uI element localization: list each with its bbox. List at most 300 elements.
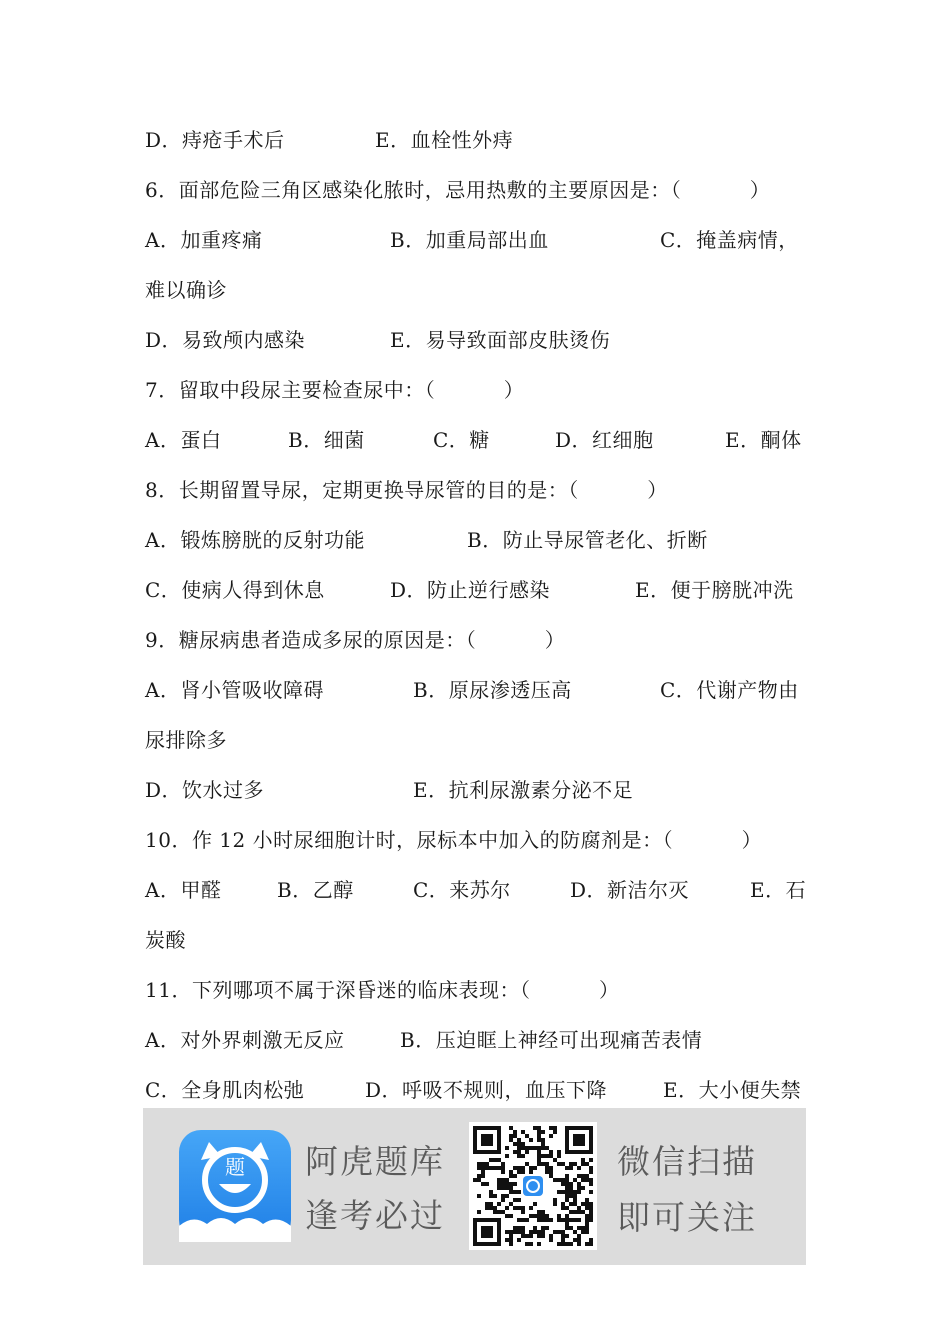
qr-module xyxy=(549,1134,553,1138)
qr-module xyxy=(505,1238,509,1242)
qr-module xyxy=(573,1162,577,1166)
qr-module xyxy=(529,1146,533,1150)
text-segment: D．痔疮手术后 xyxy=(145,128,285,152)
qr-module xyxy=(577,1218,581,1222)
qr-module xyxy=(573,1230,577,1234)
qr-module xyxy=(505,1146,509,1150)
qr-module xyxy=(581,1186,585,1190)
qr-module xyxy=(549,1126,553,1130)
qr-module xyxy=(537,1138,541,1142)
qr-module xyxy=(497,1186,501,1190)
qr-module xyxy=(549,1166,553,1170)
promo-banner xyxy=(143,1108,806,1265)
qr-module xyxy=(501,1166,505,1170)
qr-module xyxy=(577,1206,581,1210)
text-segment: 7．留取中段尿主要检查尿中：（ ） xyxy=(145,378,525,402)
qr-module xyxy=(517,1226,521,1230)
qr-module xyxy=(521,1218,525,1222)
qr-module xyxy=(577,1234,581,1238)
text-segment: 10．作 12 小时尿细胞计时，尿标本中加入的防腐剂是：（ ） xyxy=(145,828,763,852)
qr-module xyxy=(513,1150,517,1154)
qr-module xyxy=(529,1166,533,1170)
qr-module xyxy=(497,1178,501,1182)
qr-module xyxy=(521,1146,525,1150)
qr-module xyxy=(509,1186,513,1190)
qr-module xyxy=(525,1234,529,1238)
qr-module xyxy=(573,1202,577,1206)
qr-module xyxy=(553,1202,557,1206)
qr-module xyxy=(581,1158,585,1162)
qr-module xyxy=(565,1194,569,1198)
qr-module xyxy=(573,1190,577,1194)
qr-module xyxy=(493,1166,497,1170)
qr-module xyxy=(577,1238,581,1242)
qr-module xyxy=(565,1218,569,1222)
qr-module xyxy=(565,1242,569,1246)
qr-module xyxy=(565,1190,569,1194)
qr-module xyxy=(565,1226,569,1230)
qr-module xyxy=(489,1158,493,1162)
qr-module xyxy=(553,1130,557,1134)
qr-module xyxy=(501,1162,505,1166)
qr-module xyxy=(545,1226,549,1230)
qr-module xyxy=(525,1146,529,1150)
qr-module xyxy=(509,1238,513,1242)
qr-module xyxy=(477,1178,481,1182)
text-segment: 尿排除多 xyxy=(145,728,227,752)
qr-module xyxy=(485,1162,489,1166)
qr-module xyxy=(565,1178,569,1182)
qr-module xyxy=(589,1218,593,1222)
qr-module xyxy=(513,1166,517,1170)
qr-module xyxy=(473,1178,477,1182)
qr-module xyxy=(521,1170,525,1174)
qr-module xyxy=(569,1226,573,1230)
qr-module xyxy=(585,1230,589,1234)
qr-module xyxy=(557,1214,561,1218)
qr-module xyxy=(569,1166,573,1170)
text-segment: E．大小便失禁 xyxy=(663,1078,802,1102)
text-segment: E．酮体 xyxy=(725,428,802,452)
qr-module xyxy=(529,1230,533,1234)
qr-module xyxy=(585,1162,589,1166)
qr-module xyxy=(497,1182,501,1186)
qr-module xyxy=(581,1202,585,1206)
qr-module xyxy=(585,1206,589,1210)
qr-module xyxy=(549,1238,553,1242)
qr-module xyxy=(553,1158,557,1162)
qr-module xyxy=(493,1210,497,1214)
qr-module xyxy=(489,1166,493,1170)
qr-module xyxy=(509,1174,513,1178)
text-segment: E．血栓性外痔 xyxy=(375,128,514,152)
text-segment: 难以确诊 xyxy=(145,278,227,302)
qr-module xyxy=(537,1126,541,1130)
brand-slogan: 逢考必过 xyxy=(305,1196,445,1235)
qr-module xyxy=(545,1154,549,1158)
qr-module xyxy=(517,1150,521,1154)
qr-module xyxy=(513,1182,517,1186)
text-segment: D．红细胞 xyxy=(555,428,654,452)
qr-module xyxy=(589,1202,593,1206)
text-segment: B．细菌 xyxy=(288,428,365,452)
qr-module xyxy=(525,1134,529,1138)
qr-module xyxy=(517,1170,521,1174)
qr-module xyxy=(553,1230,557,1234)
qr-module xyxy=(565,1234,569,1238)
qr-module xyxy=(509,1138,513,1142)
qr-module xyxy=(521,1230,525,1234)
qr-module xyxy=(541,1234,545,1238)
text-segment: A．锻炼膀胱的反射功能 xyxy=(145,528,365,552)
qr-module xyxy=(577,1210,581,1214)
qr-module xyxy=(541,1162,545,1166)
qr-module xyxy=(585,1202,589,1206)
qr-module xyxy=(521,1130,525,1134)
qr-module xyxy=(509,1230,513,1234)
qr-module xyxy=(505,1230,509,1234)
qr-module xyxy=(565,1182,569,1186)
qr-module xyxy=(549,1170,553,1174)
qr-module xyxy=(529,1214,533,1218)
qr-module xyxy=(589,1190,593,1194)
qr-module xyxy=(477,1210,481,1214)
qr-module xyxy=(565,1186,569,1190)
qr-module xyxy=(557,1178,561,1182)
qr-module xyxy=(549,1174,553,1178)
qr-module xyxy=(569,1182,573,1186)
qr-module xyxy=(513,1174,517,1178)
qr-module xyxy=(569,1186,573,1190)
qr-module xyxy=(509,1214,513,1218)
qr-module xyxy=(561,1190,565,1194)
qr-module xyxy=(493,1206,497,1210)
qr-module xyxy=(501,1182,505,1186)
qr-module xyxy=(481,1162,485,1166)
text-segment: E．石 xyxy=(750,878,807,902)
qr-module xyxy=(489,1190,493,1194)
text-segment: D．饮水过多 xyxy=(145,778,265,802)
qr-module xyxy=(561,1218,565,1222)
qr-module xyxy=(497,1210,501,1214)
qr-module xyxy=(481,1170,485,1174)
qr-module xyxy=(533,1226,537,1230)
qr-module xyxy=(509,1234,513,1238)
cta-scan: 微信扫描 xyxy=(617,1142,757,1181)
qr-module xyxy=(521,1210,525,1214)
text-segment: D．易致颅内感染 xyxy=(145,328,306,352)
qr-module xyxy=(509,1242,513,1246)
qr-module xyxy=(569,1210,573,1214)
text-segment: A．甲醛 xyxy=(145,878,222,902)
qr-module xyxy=(549,1218,553,1222)
qr-module xyxy=(517,1154,521,1158)
text-segment: B．原尿渗透压高 xyxy=(413,678,572,702)
qr-module xyxy=(577,1174,581,1178)
qr-module xyxy=(577,1242,581,1246)
text-segment: D．呼吸不规则，血压下降 xyxy=(365,1078,608,1102)
qr-module xyxy=(513,1130,517,1134)
qr-module xyxy=(581,1178,585,1182)
qr-module xyxy=(553,1198,557,1202)
qr-module xyxy=(517,1138,521,1142)
qr-module xyxy=(545,1214,549,1218)
qr-module xyxy=(537,1242,541,1246)
qr-module xyxy=(573,1238,577,1242)
qr-module xyxy=(557,1230,561,1234)
qr-module xyxy=(533,1214,537,1218)
qr-module xyxy=(529,1206,533,1210)
qr-module xyxy=(533,1202,537,1206)
text-segment: E．易导致面部皮肤烫伤 xyxy=(390,328,611,352)
qr-module xyxy=(553,1178,557,1182)
qr-module xyxy=(477,1174,481,1178)
text-segment: B．防止导尿管老化、折断 xyxy=(467,528,708,552)
qr-module xyxy=(561,1178,565,1182)
text-segment: C．全身肌肉松弛 xyxy=(145,1078,305,1102)
qr-module xyxy=(557,1218,561,1222)
qr-module xyxy=(585,1218,589,1222)
qr-module xyxy=(589,1158,593,1162)
qr-module xyxy=(561,1202,565,1206)
qr-module xyxy=(537,1158,541,1162)
qr-module xyxy=(537,1134,541,1138)
qr-module xyxy=(581,1162,585,1166)
qr-module xyxy=(497,1166,501,1170)
text-segment: D．防止逆行感染 xyxy=(390,578,551,602)
qr-module xyxy=(589,1170,593,1174)
text-segment: A．蛋白 xyxy=(145,428,222,452)
text-segment: D．新洁尔灭 xyxy=(570,878,690,902)
qr-module xyxy=(565,1198,569,1202)
qr-module xyxy=(489,1206,493,1210)
qr-module xyxy=(509,1134,513,1138)
qr-module xyxy=(565,1214,569,1218)
qr-module xyxy=(565,1222,569,1226)
qr-module xyxy=(537,1218,541,1222)
qr-module xyxy=(549,1150,553,1154)
text-segment: 6．面部危险三角区感染化脓时，忌用热敷的主要原因是：（ ） xyxy=(145,178,771,202)
qr-module xyxy=(541,1226,545,1230)
qr-module xyxy=(513,1190,517,1194)
qr-module xyxy=(529,1170,533,1174)
qr-module xyxy=(517,1142,521,1146)
qr-module xyxy=(561,1234,565,1238)
qr-module xyxy=(569,1194,573,1198)
qr-module xyxy=(533,1126,537,1130)
qr-module xyxy=(501,1170,505,1174)
qr-module xyxy=(521,1234,525,1238)
qr-module xyxy=(505,1178,509,1182)
qr-module xyxy=(525,1218,529,1222)
qr-module xyxy=(485,1166,489,1170)
qr-module xyxy=(477,1166,481,1170)
qr-module xyxy=(545,1170,549,1174)
qr-module xyxy=(481,1182,485,1186)
qr-module xyxy=(481,1174,485,1178)
qr-module xyxy=(501,1210,505,1214)
qr-module xyxy=(545,1218,549,1222)
qr-module xyxy=(513,1198,517,1202)
text-segment: A．肾小管吸收障碍 xyxy=(145,678,324,702)
qr-module xyxy=(581,1174,585,1178)
qr-module xyxy=(501,1186,505,1190)
qr-module xyxy=(561,1182,565,1186)
qr-module xyxy=(541,1214,545,1218)
qr-module xyxy=(509,1126,513,1130)
qr-module xyxy=(497,1202,501,1206)
qr-module xyxy=(477,1162,481,1166)
qr-module xyxy=(505,1186,509,1190)
qr-module xyxy=(513,1206,517,1210)
qr-module xyxy=(521,1166,525,1170)
qr-module xyxy=(505,1182,509,1186)
qr-module xyxy=(505,1194,509,1198)
qr-module xyxy=(589,1206,593,1210)
qr-module xyxy=(569,1190,573,1194)
qr-module xyxy=(553,1126,557,1130)
text-segment: C．代谢产物由 xyxy=(660,678,799,702)
qr-module xyxy=(573,1218,577,1222)
qr-module xyxy=(589,1166,593,1170)
qr-module xyxy=(505,1214,509,1218)
qr-module xyxy=(485,1202,489,1206)
qr-module xyxy=(517,1230,521,1234)
qr-module xyxy=(505,1206,509,1210)
qr-module xyxy=(565,1174,569,1178)
qr-module xyxy=(549,1154,553,1158)
qr-module xyxy=(585,1198,589,1202)
qr-module xyxy=(561,1230,565,1234)
text-segment: B．乙醇 xyxy=(277,878,354,902)
qr-module xyxy=(585,1214,589,1218)
qr-module xyxy=(537,1162,541,1166)
qr-module xyxy=(577,1166,581,1170)
qr-module xyxy=(501,1178,505,1182)
text-segment: E．抗利尿激素分泌不足 xyxy=(413,778,634,802)
text-segment: 8．长期留置导尿，定期更换导尿管的目的是：（ ） xyxy=(145,478,668,502)
qr-module xyxy=(509,1190,513,1194)
brand-name: 阿虎题库 xyxy=(305,1142,445,1181)
qr-module xyxy=(485,1182,489,1186)
qr-module xyxy=(489,1202,493,1206)
qr-module xyxy=(501,1198,505,1202)
qr-module xyxy=(541,1230,545,1234)
qr-module xyxy=(577,1226,581,1230)
qr-module xyxy=(509,1170,513,1174)
qr-module xyxy=(513,1134,517,1138)
qr-module xyxy=(541,1210,545,1214)
qr-module xyxy=(517,1146,521,1150)
qr-module xyxy=(569,1202,573,1206)
icon-character: 题 xyxy=(225,1155,245,1179)
qr-module xyxy=(517,1218,521,1222)
qr-module xyxy=(505,1154,509,1158)
qr-module xyxy=(501,1194,505,1198)
qr-module xyxy=(557,1162,561,1166)
text-segment: 炭酸 xyxy=(145,928,186,952)
qr-module xyxy=(533,1166,537,1170)
qr-module xyxy=(537,1154,541,1158)
qr-module xyxy=(521,1226,525,1230)
qr-module xyxy=(489,1194,493,1198)
text-segment: B．压迫眶上神经可出现痛苦表情 xyxy=(400,1028,703,1052)
qr-module xyxy=(517,1190,521,1194)
qr-module xyxy=(557,1242,561,1246)
qr-module xyxy=(569,1162,573,1166)
qr-module xyxy=(585,1226,589,1230)
qr-module xyxy=(525,1242,529,1246)
text-segment: A．对外界刺激无反应 xyxy=(145,1028,345,1052)
qr-module xyxy=(581,1226,585,1230)
qr-module xyxy=(589,1214,593,1218)
qr-module xyxy=(481,1166,485,1170)
qr-module xyxy=(577,1186,581,1190)
qr-module xyxy=(477,1194,481,1198)
text-segment: 11．下列哪项不属于深昏迷的临床表现：（ ） xyxy=(145,978,620,1002)
qr-module xyxy=(569,1218,573,1222)
qr-module xyxy=(521,1206,525,1210)
qr-module xyxy=(589,1178,593,1182)
qr-module xyxy=(573,1198,577,1202)
qr-module xyxy=(513,1230,517,1234)
qr-module xyxy=(585,1242,589,1246)
qr-module xyxy=(537,1150,541,1154)
qr-module xyxy=(569,1242,573,1246)
qr-module xyxy=(537,1210,541,1214)
qr-module xyxy=(537,1230,541,1234)
qr-module xyxy=(561,1238,565,1242)
qr-module xyxy=(485,1206,489,1210)
qr-module xyxy=(541,1142,545,1146)
qr-module xyxy=(585,1174,589,1178)
qr-module xyxy=(577,1182,581,1186)
qr-module xyxy=(517,1206,521,1210)
qr-module xyxy=(541,1154,545,1158)
qr-module xyxy=(573,1210,577,1214)
qr-module xyxy=(493,1194,497,1198)
qr-module xyxy=(561,1242,565,1246)
text-segment: C．糖 xyxy=(433,428,490,452)
qr-module xyxy=(513,1226,517,1230)
qr-module xyxy=(573,1194,577,1198)
text-segment: C．使病人得到休息 xyxy=(145,578,325,602)
qr-module xyxy=(521,1154,525,1158)
qr-module xyxy=(589,1182,593,1186)
text-segment: C．来苏尔 xyxy=(413,878,511,902)
qr-module xyxy=(557,1190,561,1194)
qr-module xyxy=(521,1142,525,1146)
qr-module xyxy=(517,1238,521,1242)
text-segment: E．便于膀胱冲洗 xyxy=(635,578,794,602)
qr-module xyxy=(533,1230,537,1234)
qr-module xyxy=(561,1206,565,1210)
qr-module xyxy=(557,1154,561,1158)
text-segment: 9．糖尿病患者造成多尿的原因是：（ ） xyxy=(145,628,566,652)
qr-module xyxy=(497,1158,501,1162)
qr-module xyxy=(541,1146,545,1150)
qr-module xyxy=(509,1182,513,1186)
qr-module xyxy=(537,1146,541,1150)
qr-module xyxy=(585,1178,589,1182)
tiger-app-icon xyxy=(179,1130,291,1242)
qr-module xyxy=(565,1166,569,1170)
qr-module xyxy=(585,1222,589,1226)
qr-module xyxy=(541,1138,545,1142)
text-segment: B．加重局部出血 xyxy=(390,228,549,252)
qr-module xyxy=(589,1210,593,1214)
text-segment: C．掩盖病情， xyxy=(660,228,799,252)
